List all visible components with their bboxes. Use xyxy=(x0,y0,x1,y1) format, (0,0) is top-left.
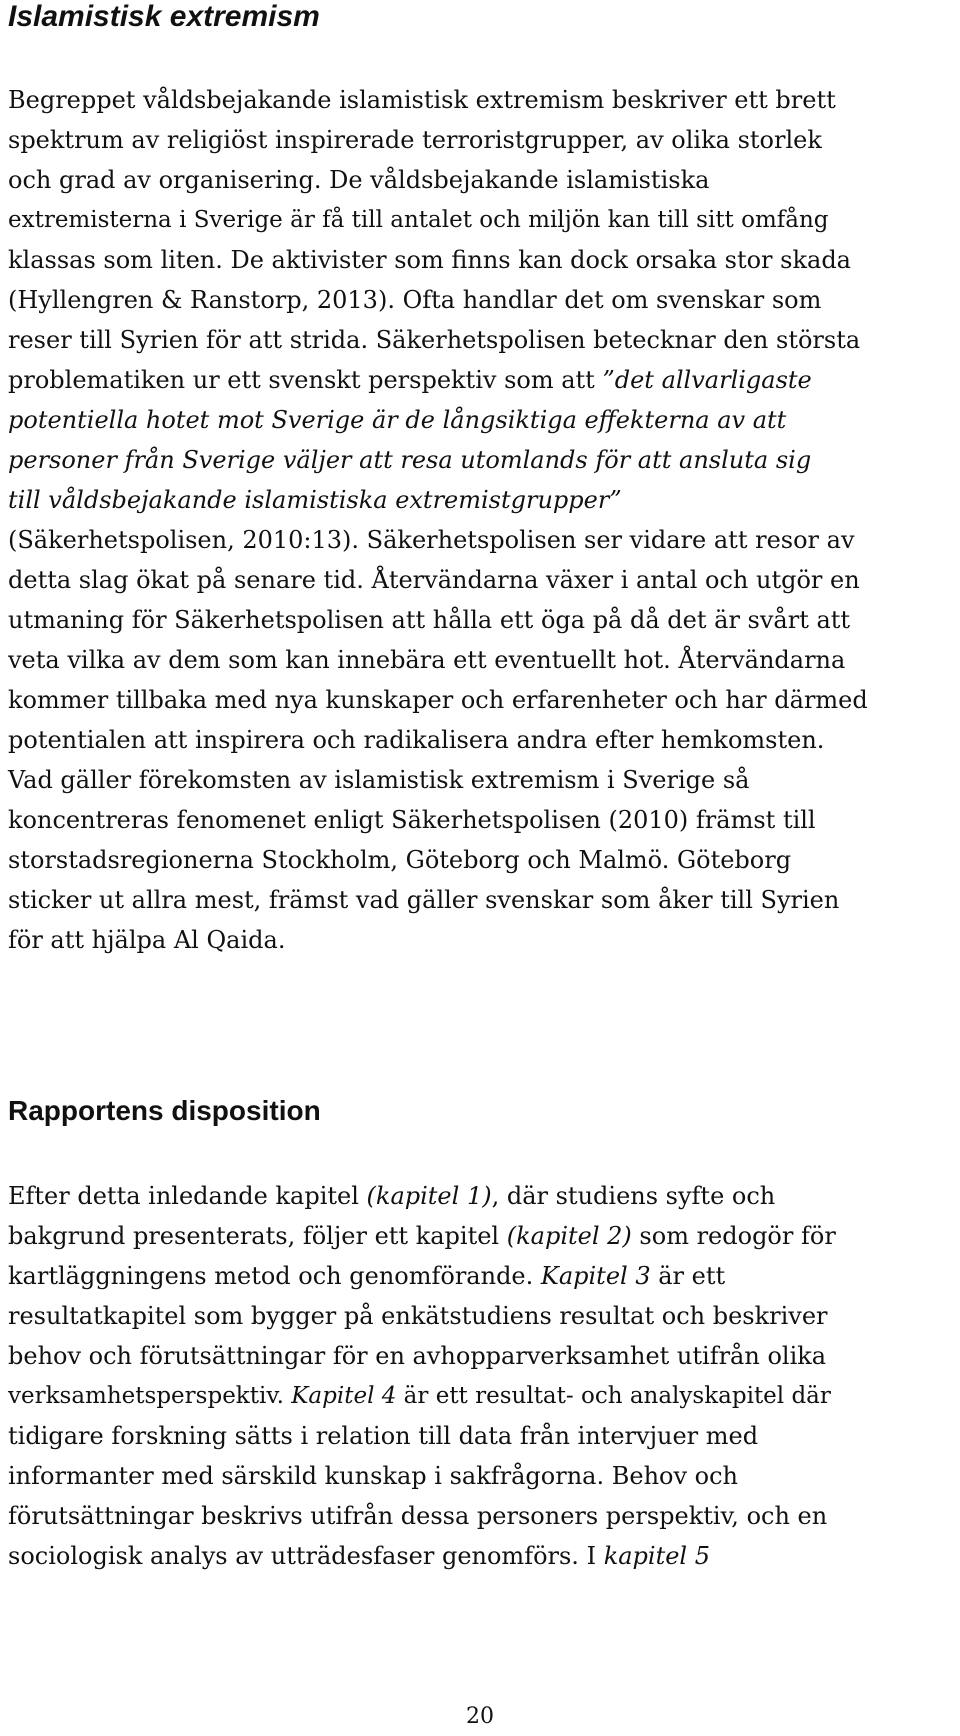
text-line: kommer tillbaka med nya kunskaper och erfarenheter och har därmed xyxy=(8,686,868,714)
text-line: verksamhetsperspektiv. Kapitel 4 är ett resultat- och analyskapitel där xyxy=(8,1383,831,1409)
text-line: för att hjälpa Al Qaida. xyxy=(8,926,286,954)
chapter-reference: kapitel 5 xyxy=(603,1542,710,1570)
text-line: koncentreras fenomenet enligt Säkerhetspolisen (2010) främst till xyxy=(8,806,816,834)
text-line: reser till Syrien för att strida. Säkerhetspolisen betecknar den största xyxy=(8,326,861,354)
text-line: Efter detta inledande kapitel (kapitel 1), där studiens syfte och xyxy=(8,1182,776,1210)
text-line: sociologisk analys av utträdesfaser genomförs. I kapitel 5 xyxy=(8,1542,710,1570)
text-line xyxy=(8,440,952,480)
text-line: resultatkapitel som bygger på enkätstudiens resultat och beskriver xyxy=(8,1302,828,1330)
paragraph-rapportens-disposition xyxy=(8,1176,952,1576)
text-line: detta slag ökat på senare tid. Återvändarna växer i antal och utgör en xyxy=(8,566,860,594)
text-line: bakgrund presenterats, följer ett kapitel (kapitel 2) som redogör för xyxy=(8,1222,836,1250)
chapter-reference: Kapitel 4 xyxy=(291,1383,397,1409)
text-line: informanter med särskild kunskap i sakfrågorna. Behov och xyxy=(8,1462,739,1490)
quote-text: ”det allvarligaste xyxy=(602,366,812,394)
section-heading-islamistisk-extremism: Islamistisk extremism xyxy=(8,0,320,33)
text-line: tidigare forskning sätts i relation till data från intervjuer med xyxy=(8,1422,759,1450)
chapter-reference: Kapitel 3 xyxy=(540,1262,651,1290)
page-number: 20 xyxy=(466,1704,494,1729)
text-line: (Säkerhetspolisen, 2010:13). Säkerhetspolisen ser vidare att resor av xyxy=(8,526,855,554)
text-line: och grad av organisering. De våldsbejakande islamistiska xyxy=(8,166,710,194)
text-line: utmaning för Säkerhetspolisen att hålla ett öga på då det är svårt att xyxy=(8,606,851,634)
text-line: Begreppet våldsbejakande islamistisk extremism beskriver ett brett xyxy=(8,86,836,114)
text-line: förutsättningar beskrivs utifrån dessa personers perspektiv, och en xyxy=(8,1502,828,1530)
text-line: Vad gäller förekomsten av islamistisk extremism i Sverige så xyxy=(8,766,750,794)
text-line: spektrum av religiöst inspirerade terroristgrupper, av olika storlek xyxy=(8,126,822,154)
text-line: extremisterna i Sverige är få till antalet och miljön kan till sitt omfång xyxy=(8,207,829,233)
text-line: behov och förutsättningar för en avhopparverksamhet utifrån olika xyxy=(8,1342,827,1370)
text-line: kartläggningens metod och genomförande. Kapitel 3 är ett xyxy=(8,1262,726,1290)
text-line: storstadsregionerna Stockholm, Göteborg och Malmö. Göteborg xyxy=(8,846,792,874)
text-line: (Hyllengren & Ranstorp, 2013). Ofta handlar det om svenskar som xyxy=(8,286,822,314)
quote-text: potentiella hotet mot Sverige är de långsiktiga effekterna av att xyxy=(8,406,787,434)
text-line: sticker ut allra mest, främst vad gäller svenskar som åker till Syrien xyxy=(8,886,840,914)
text-line: veta vilka av dem som kan innebära ett eventuellt hot. Återvändarna xyxy=(8,646,846,674)
paragraph-islamistisk-extremism xyxy=(8,80,952,960)
text-line xyxy=(8,400,952,440)
section-heading-rapportens-disposition: Rapportens disposition xyxy=(8,1095,321,1126)
text-line: klassas som liten. De aktivister som finns kan dock orsaka stor skada xyxy=(8,246,851,274)
quote-text: till våldsbejakande islamistiska extremistgrupper” xyxy=(8,486,622,514)
text-line: potentialen att inspirera och radikalisera andra efter hemkomsten. xyxy=(8,726,825,754)
quote-text: personer från Sverige väljer att resa utomlands för att ansluta sig xyxy=(8,446,812,474)
text-line xyxy=(8,480,952,520)
chapter-reference: (kapitel 2) xyxy=(506,1222,632,1250)
chapter-reference: (kapitel 1) xyxy=(366,1182,492,1210)
text-line: problematiken ur ett svenskt perspektiv som att ”det allvarligaste xyxy=(8,366,812,394)
